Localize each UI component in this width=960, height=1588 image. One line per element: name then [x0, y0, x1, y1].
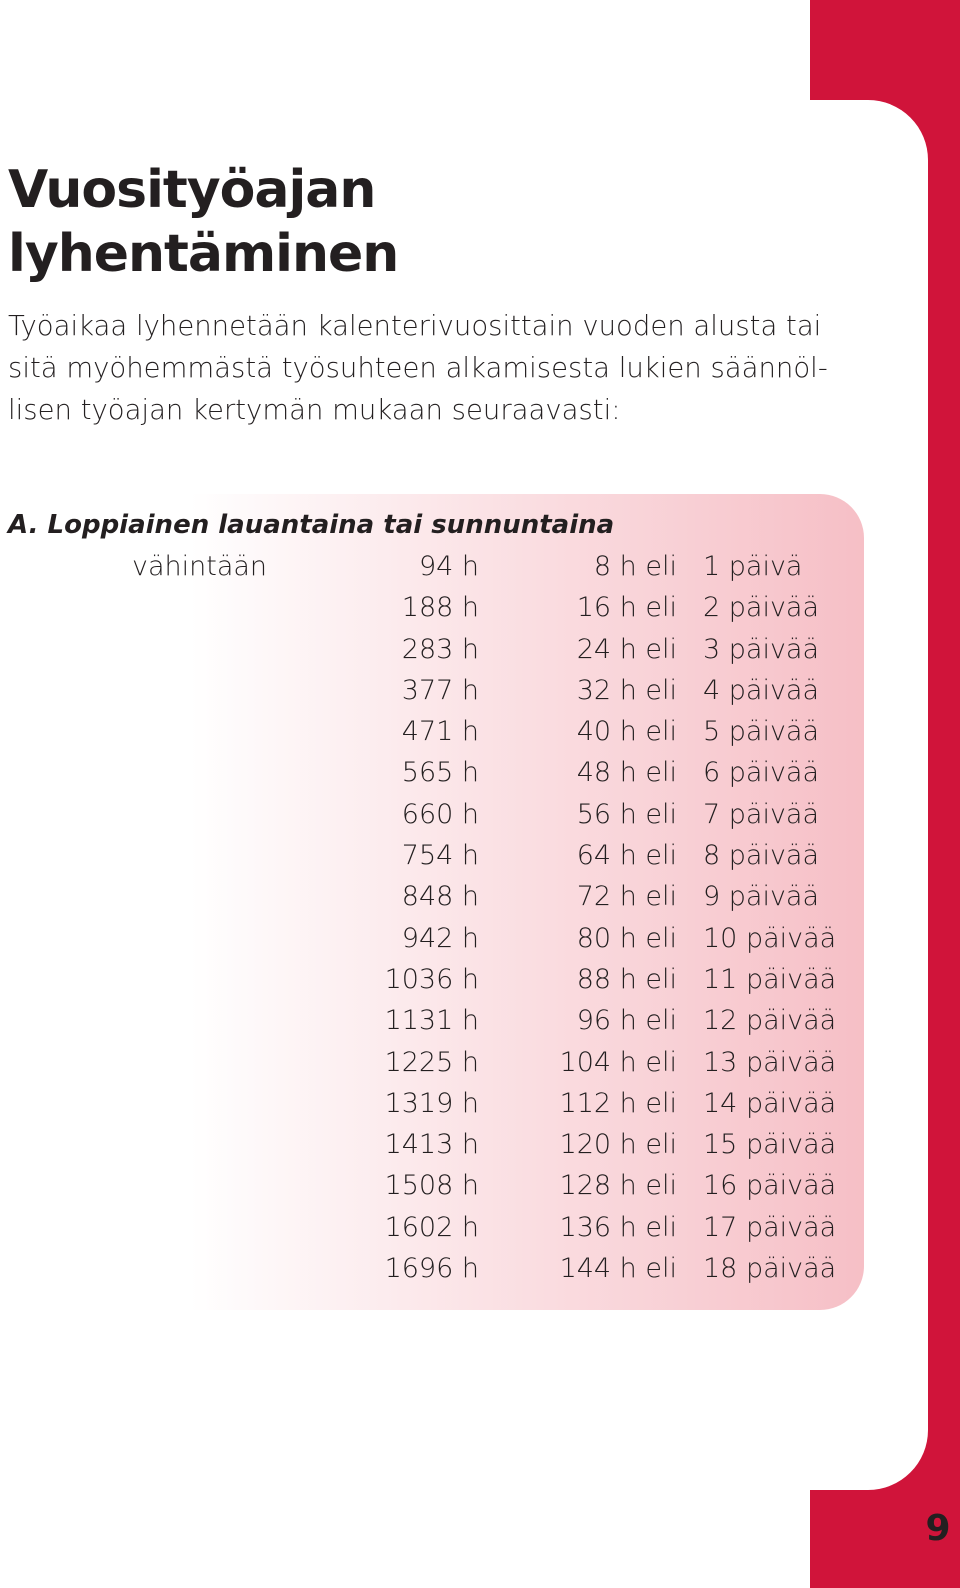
table-row [0, 1165, 864, 1206]
days-cell: 9 päivää [703, 881, 820, 913]
days-cell: 8 päivää [703, 840, 820, 872]
intro-line: lisen työajan kertymän mukaan seuraavasti: [8, 394, 621, 426]
reduction-cell: 8 h eli [593, 551, 677, 582]
days-cell: 12 päivää [703, 1005, 837, 1037]
hours-cell: 377 h [401, 674, 479, 706]
hours-cell: 1319 h [384, 1087, 479, 1119]
reduction-cell: 96 h eli [576, 1005, 677, 1037]
page-title-line: lyhentäminen [8, 224, 399, 284]
reduction-cell: 120 h eli [559, 1129, 677, 1161]
days-cell: 13 päivää [703, 1046, 837, 1078]
hours-cell: 94 h [418, 551, 479, 582]
days-cell: 6 päivää [703, 757, 820, 789]
table-row [0, 1083, 864, 1124]
days-cell: 17 päivää [703, 1211, 837, 1243]
hours-cell: 942 h [401, 922, 479, 954]
hours-cell: 1413 h [384, 1129, 479, 1161]
hours-cell: 1508 h [384, 1170, 479, 1202]
hours-cell: 660 h [401, 798, 479, 830]
hours-cell: 471 h [401, 716, 479, 748]
table-row [0, 876, 864, 917]
days-cell: 2 päivää [703, 592, 820, 624]
table-row [0, 752, 864, 793]
reduction-cell: 72 h eli [576, 881, 677, 913]
reduction-cell: 128 h eli [559, 1170, 677, 1202]
table-row [0, 629, 864, 670]
table-heading: A. Loppiainen lauantaina tai sunnuntaina [8, 510, 615, 540]
table-row [0, 1000, 864, 1041]
reduction-cell: 64 h eli [576, 840, 677, 872]
hours-cell: 1036 h [384, 963, 479, 995]
table-row [0, 1124, 864, 1165]
days-cell: 4 päivää [703, 674, 820, 706]
hours-cell: 188 h [401, 592, 479, 624]
reduction-cell: 112 h eli [559, 1087, 677, 1119]
reduction-cell: 88 h eli [576, 963, 677, 995]
table-row [0, 546, 864, 587]
minimum-label: vähintään [132, 551, 268, 582]
table-row [0, 794, 864, 835]
page-title-line: Vuosityöajan [8, 160, 376, 220]
days-cell: 7 päivää [703, 798, 820, 830]
days-cell: 11 päivää [703, 963, 837, 995]
reduction-cell: 136 h eli [559, 1211, 677, 1243]
hours-cell: 565 h [401, 757, 479, 789]
table-row [0, 835, 864, 876]
days-cell: 14 päivää [703, 1087, 837, 1119]
reduction-table [0, 546, 864, 1289]
hours-cell: 1696 h [384, 1253, 479, 1285]
table-row [0, 1248, 864, 1289]
table-row [0, 1207, 864, 1248]
hours-cell: 1602 h [384, 1211, 479, 1243]
days-cell: 16 päivää [703, 1170, 837, 1202]
intro-line: Työaikaa lyhennetään kalenterivuosittain vuoden alusta tai [8, 310, 822, 342]
days-cell: 1 päivä [703, 551, 803, 582]
hours-cell: 283 h [401, 633, 479, 665]
reduction-cell: 16 h eli [576, 592, 677, 624]
page-title [8, 158, 708, 286]
reduction-cell: 40 h eli [576, 716, 677, 748]
reduction-cell: 32 h eli [576, 674, 677, 706]
reduction-cell: 80 h eli [576, 922, 677, 954]
table-row [0, 711, 864, 752]
hours-cell: 848 h [401, 881, 479, 913]
reduction-cell: 56 h eli [576, 798, 677, 830]
days-cell: 18 päivää [703, 1253, 837, 1285]
reduction-cell: 104 h eli [559, 1046, 677, 1078]
reduction-cell: 144 h eli [559, 1253, 677, 1285]
table-row [0, 1042, 864, 1083]
table-row [0, 918, 864, 959]
table-row [0, 587, 864, 628]
days-cell: 10 päivää [703, 922, 837, 954]
page-number: 9 [925, 1508, 951, 1549]
hours-cell: 1225 h [384, 1046, 479, 1078]
intro-paragraph [8, 305, 868, 431]
hours-cell: 754 h [401, 840, 479, 872]
table-row [0, 670, 864, 711]
intro-line: sitä myöhemmästä työsuhteen alkamisesta lukien säännöl- [8, 352, 828, 384]
days-cell: 15 päivää [703, 1129, 837, 1161]
hours-cell: 1131 h [384, 1005, 479, 1037]
days-cell: 5 päivää [703, 716, 820, 748]
reduction-cell: 24 h eli [576, 633, 677, 665]
table-row [0, 959, 864, 1000]
days-cell: 3 päivää [703, 633, 820, 665]
reduction-cell: 48 h eli [576, 757, 677, 789]
